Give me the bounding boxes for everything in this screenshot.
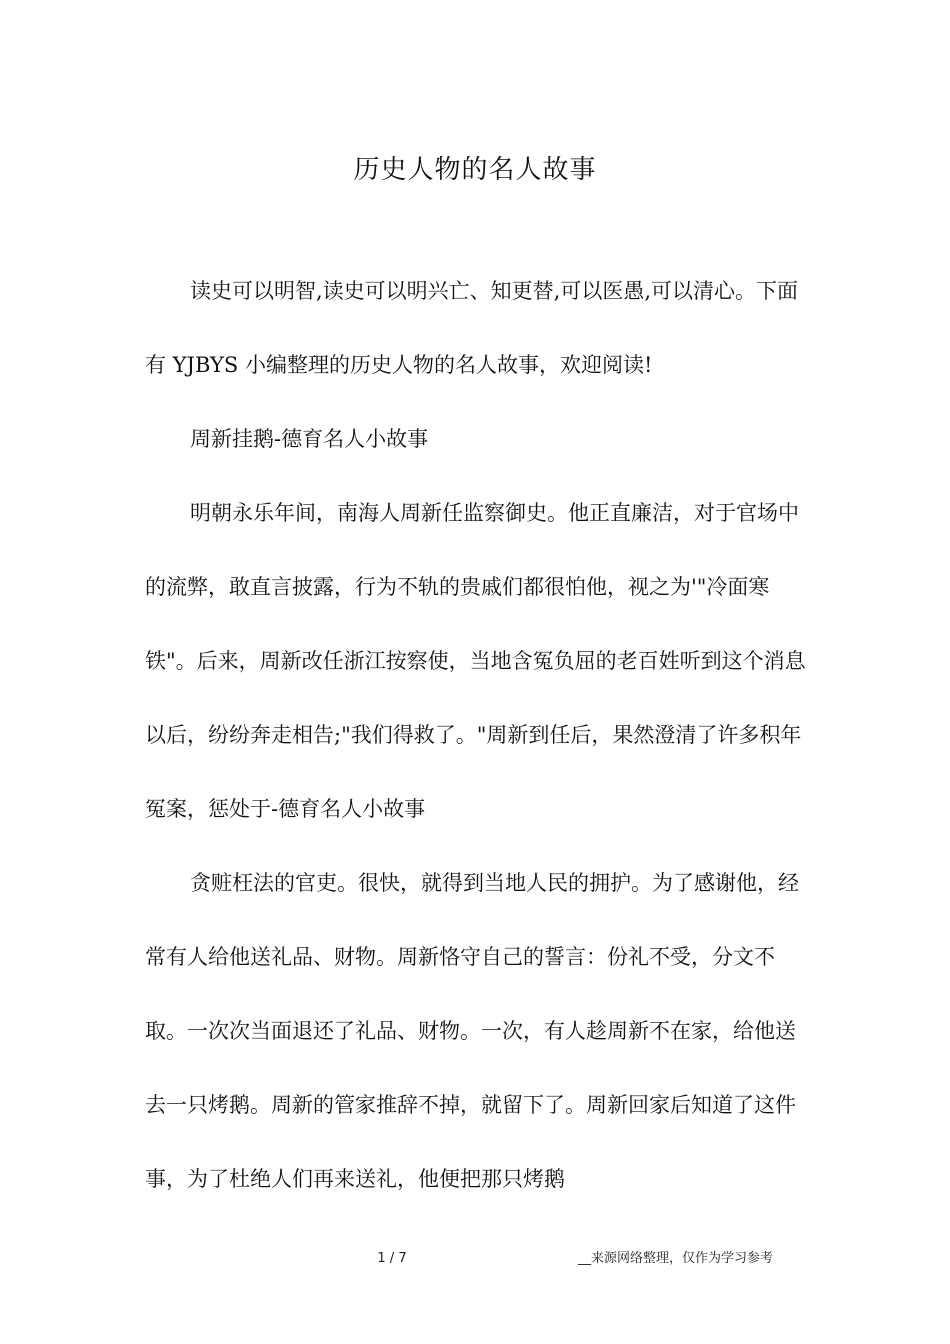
document-body [145, 254, 810, 1216]
intro-paragraph: 读史可以明智,读史可以明兴亡、知更替,可以医愚,可以清心。下面有 YJBYS 小编整理的历史人物的名人故事，欢迎阅读! [145, 279, 799, 377]
document-title: 历史人物的名人故事 [353, 155, 597, 185]
story-heading: 周新挂鹅-德育名人小故事 [190, 427, 429, 451]
page-number: 1 / 7 [377, 1251, 407, 1266]
source-note: __来源网络整理，仅作为学习参考 [578, 1251, 774, 1266]
story-paragraph-1: 明朝永乐年间，南海人周新任监察御史。他正直廉洁，对于官场中的流弊，敢直言披露，行为不轨的贵戚们都很怕他，视之为'"冷面寒铁"。后来，周新改任浙江按察使，当地含冤负屈的老百姓听到这个消息以后，纷纷奔走相告;"我们得救了。"周新到任后，果然澄清了许多积年冤案，惩处于-德育名人小故事 [145, 501, 806, 821]
story-paragraph-2: 贪赃枉法的官吏。很快，就得到当地人民的拥护。为了感谢他，经常有人给他送礼品、财物。周新恪守自己的誓言：份礼不受，分文不取。一次次当面退还了礼品、财物。一次，有人趁周新不在家，给他送去一只烤鹅。周新的管家推辞不掉，就留下了。周新回家后知道了这件事，为了杜绝人们再来送礼，他便把那只烤鹅 [145, 871, 799, 1191]
